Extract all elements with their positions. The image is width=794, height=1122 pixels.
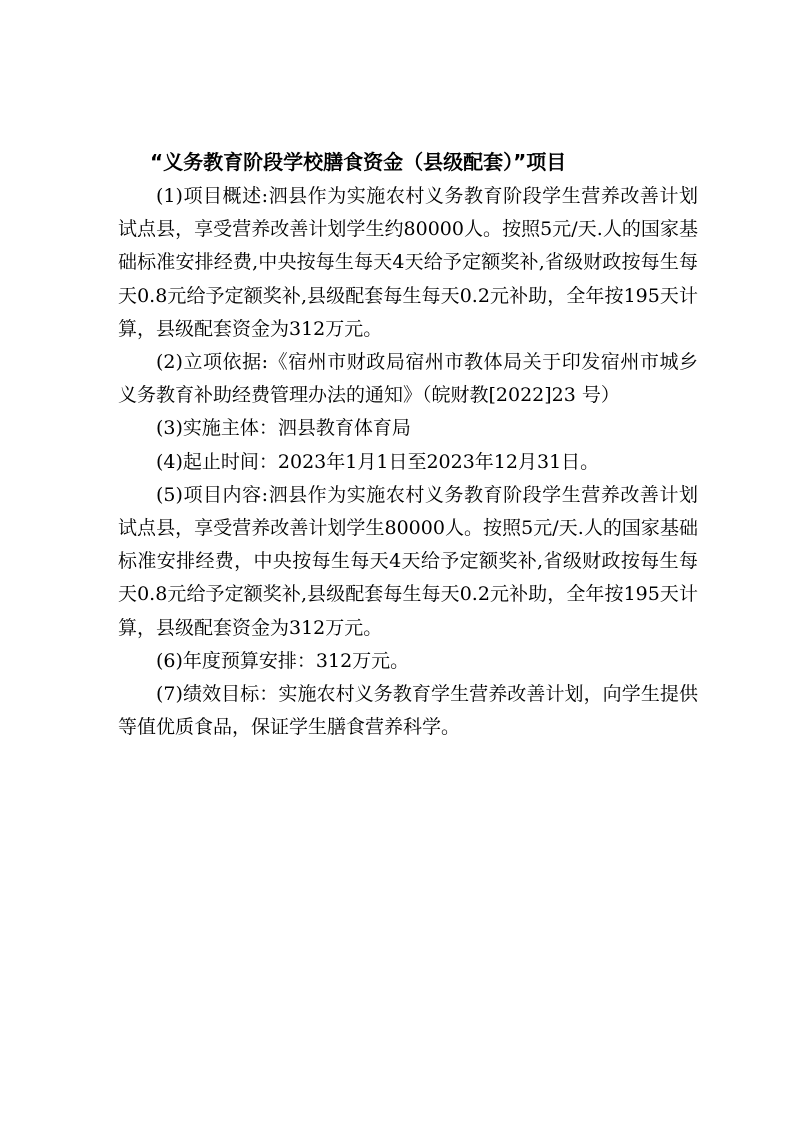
document-title: “义务教育阶段学校膳食资金（县级配套）”项目 [150,150,567,174]
paragraph-period: (4)起止时间：2023年1月1日至2023年12月31日。 [156,450,600,473]
paragraph-implementer: (3)实施主体：泗县教育体育局 [156,417,411,440]
paragraph-goal: (7)绩效目标：实施农村义务教育学生营养改善计划，向学生提供等值优质食品，保证学生膳食营养科学。 [118,683,698,739]
paragraph-basis: (2)立项依据:《宿州市财政局宿州市教体局关于印发宿州市城乡义务教育补助经费管理办法的通知》（皖财教[2022]23 号） [118,351,698,407]
document-body [118,180,698,744]
paragraph-budget: (6)年度预算安排：312万元。 [156,649,410,672]
paragraph-overview: (1)项目概述:泗县作为实施农村义务教育阶段学生营养改善计划试点县，享受营养改善计划学生约80000人。按照5元/天.人的国家基础标准安排经费,中央按每生每天4天给予定额奖补,省级财政按每生每天0.8元给予定额奖补,县级配套每生每天0.2元补助，全年按195天计算，县级配套资金为312万元。 [118,185,698,340]
paragraph-content: (5)项目内容:泗县作为实施农村义务教育阶段学生营养改善计划试点县，享受营养改善计划学生80000人。按照5元/天.人的国家基础标准安排经费，中央按每生每天4天给予定额奖补,省级财政按每生每天0.8元给予定额奖补,县级配套每生每天0.2元补助，全年按195天计算，县级配套资金为312万元。 [118,483,698,639]
